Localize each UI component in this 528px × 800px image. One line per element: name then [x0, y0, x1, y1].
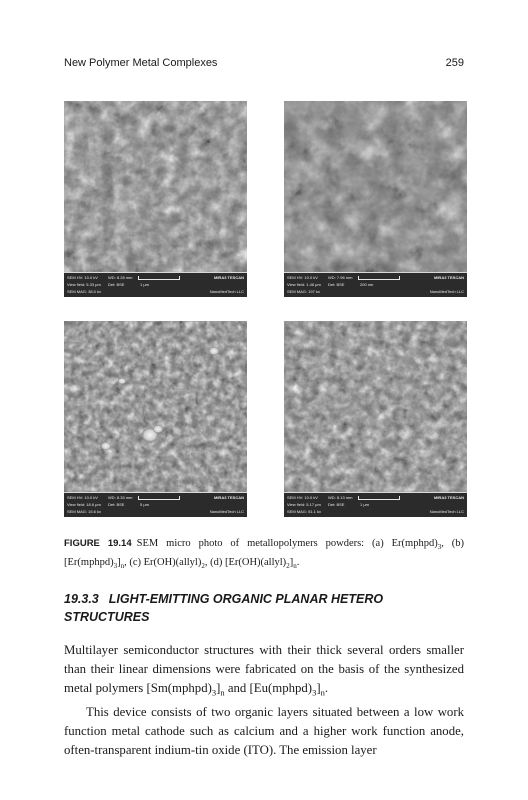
subscript: 3 [211, 687, 217, 698]
sem-detector: Det: BSE [328, 282, 345, 287]
scale-bar [138, 496, 180, 500]
sem-info-bar [284, 272, 467, 297]
sem-info-bar [64, 492, 247, 517]
section-number: 19.3.3 [64, 592, 99, 606]
sem-detector: Det: BSE [108, 502, 125, 507]
sem-magnification: SEM MAG: 15.6 kx [67, 509, 102, 514]
caption-subscript: 3 [113, 562, 118, 571]
sem-image-c [64, 321, 247, 517]
paragraph [64, 641, 464, 703]
scale-bar [358, 276, 400, 280]
caption-text: ] [289, 557, 294, 569]
caption-text: . [296, 557, 300, 569]
sem-micrograph-b [284, 101, 467, 273]
sem-wd: WD: 8.28 mm [108, 275, 133, 280]
sem-info-bar [284, 492, 467, 517]
paragraph: This device consists of two organic layers situated between a low work function metal cathode such as calcium and a higher work function anode, often-transparent indium-tin oxide (ITO). The emission layer [64, 704, 464, 757]
caption-subscript: 3 [437, 543, 442, 552]
scale-bar [138, 276, 180, 280]
sem-hv: SEM HV: 10.0 kV [287, 275, 318, 280]
sem-brand: MIRA3 TESCAN [213, 275, 244, 280]
caption-subscript: n [120, 562, 125, 571]
sem-brand: MIRA3 TESCAN [433, 275, 464, 280]
paragraph-text: and [Eu(mphpd) [224, 681, 313, 695]
sem-scale-label: 1 μm [360, 502, 369, 507]
sem-micrograph-a [64, 101, 247, 273]
caption-text: SEM micro photo of metallopolymers powders: (a) Er(mphpd) [136, 538, 438, 549]
page-number: 259 [445, 57, 464, 69]
sem-view-field: View field: 18.6 μm [67, 502, 101, 507]
figure-caption [64, 536, 464, 574]
caption-subscript: n [293, 562, 297, 571]
sem-wd: WD: 8.13 mm [328, 495, 353, 500]
sem-brand: MIRA3 TESCAN [213, 495, 244, 500]
caption-text: ] [117, 557, 121, 569]
figure-label: FIGURE 19.14 [64, 538, 132, 549]
sem-image-a [64, 101, 247, 297]
section-heading [64, 590, 464, 626]
caption-subscript: 2 [286, 562, 290, 571]
sem-magnification: SEM MAG: 38.0 kx [67, 289, 102, 294]
sem-hv: SEM HV: 10.0 kV [287, 495, 318, 500]
sem-magnification: SEM MAG: 197 kx [287, 289, 320, 294]
sem-info-bar [64, 272, 247, 297]
sem-detector: Det: BSE [108, 282, 125, 287]
sem-detector: Det: BSE [328, 502, 345, 507]
sem-brand: MIRA3 TESCAN [433, 495, 464, 500]
subscript: 3 [312, 687, 317, 698]
caption-subscript: 2 [201, 562, 205, 571]
sem-lab: NanoMedTech LLC [429, 289, 464, 294]
running-title: New Polymer Metal Complexes [64, 57, 218, 69]
sem-wd: WD: 8.33 mm [108, 495, 133, 500]
paragraph-text: Multilayer semiconductor structures with their thick several orders smaller than their linear dimensions were fabricated on the basis of the synthesized metal polymers [Sm(mphpd) [64, 643, 464, 695]
page-header [64, 57, 464, 73]
caption-text: , (b) [Er(mphpd) [64, 538, 465, 569]
sem-micrograph-d [284, 321, 467, 493]
sem-hv: SEM HV: 10.0 kV [67, 275, 98, 280]
sem-wd: WD: 7.96 mm [328, 275, 353, 280]
scale-bar [358, 496, 400, 500]
sem-view-field: View field: 5.33 μm [67, 282, 101, 287]
body-text [64, 641, 464, 760]
sem-micrograph-c [64, 321, 247, 493]
sem-lab: NanoMedTech LLC [209, 509, 244, 514]
sem-hv: SEM HV: 10.0 kV [67, 495, 98, 500]
sem-scale-label: 200 nm [360, 282, 374, 287]
caption-text: , (d) [Er(OH)(allyl) [204, 557, 287, 569]
section-title: LIGHT-EMITTING ORGANIC PLANAR HETERO STRUCTURES [64, 592, 384, 624]
subscript: n [320, 687, 325, 698]
paragraph-text: ] [216, 681, 221, 695]
subscript: n [220, 687, 225, 698]
paragraph-text: . [324, 681, 329, 695]
sem-scale-label: 1 μm [140, 282, 149, 287]
sem-magnification: SEM MAG: 51.1 kx [287, 509, 322, 514]
sem-image-b [284, 101, 467, 297]
sem-scale-label: 5 μm [140, 502, 149, 507]
sem-lab: NanoMedTech LLC [429, 509, 464, 514]
sem-image-d [284, 321, 467, 517]
paragraph-text: ] [316, 681, 321, 695]
sem-lab: NanoMedTech LLC [209, 289, 244, 294]
sem-view-field: View field: 5.17 μm [287, 502, 321, 507]
caption-text: , (c) Er(OH)(allyl) [124, 557, 202, 569]
sem-view-field: View field: 1.46 μm [287, 282, 321, 287]
